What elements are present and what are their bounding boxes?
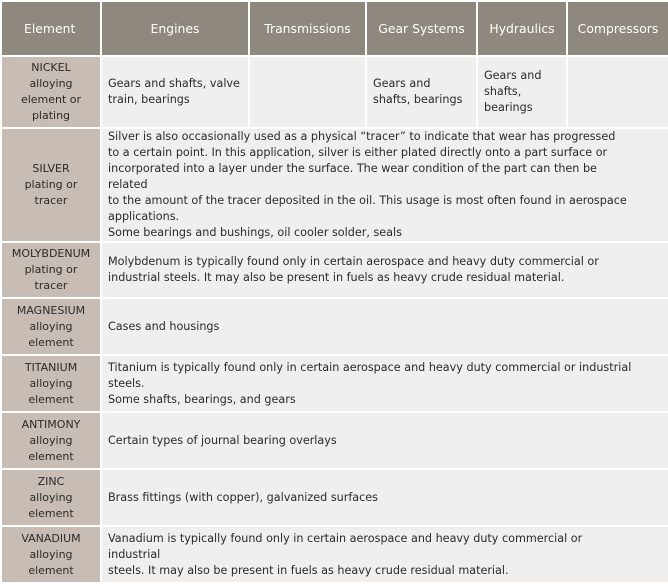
element-name: NICKEL	[31, 61, 71, 74]
element-name: ANTIMONY	[21, 417, 81, 431]
description-line: Certain types of journal bearing overlays	[108, 433, 337, 447]
hydraulics-cell	[477, 56, 567, 128]
cell-text: Gears and shafts, valve	[108, 77, 240, 90]
element-role: alloying	[29, 490, 73, 504]
cell-text: Gears and	[484, 69, 542, 82]
element-role: element	[28, 392, 74, 406]
header-engines: Engines	[101, 1, 249, 56]
element-role: element	[28, 563, 74, 577]
description-line: steels. It may also be present in fuels as heavy crude residual material.	[108, 563, 509, 577]
table-row-vanadium	[1, 526, 668, 583]
element-role: alloying	[29, 376, 73, 390]
cell-text: shafts, bearings	[373, 93, 463, 106]
element-role: plating	[31, 109, 71, 122]
header-gear-systems: Gear Systems	[366, 1, 477, 56]
element-name: MAGNESIUM	[16, 303, 86, 317]
description-line: Vanadium is typically found only in certain aerospace and heavy duty commercial or industrial	[108, 531, 583, 561]
description-cell	[101, 526, 668, 583]
engines-cell	[101, 56, 249, 128]
element-cell	[1, 526, 101, 583]
element-name: VANADIUM	[21, 531, 81, 545]
element-role: element	[28, 449, 74, 463]
cell-text: bearings	[484, 101, 533, 114]
description-line: incorporated into a layer under the surface. The wear condition of the part can then be related	[108, 162, 597, 191]
description-line: to the amount of the tracer deposited in the oil. This usage is most often found in aerospace	[108, 194, 627, 207]
element-cell	[1, 355, 101, 412]
description-cell	[101, 355, 668, 412]
cell-text: train, bearings	[108, 93, 190, 106]
description-line: Some bearings and bushings, oil cooler solder, seals	[108, 226, 402, 239]
header-element: Element	[1, 1, 101, 56]
element-role: element	[28, 335, 74, 349]
table-row-antimony	[1, 412, 668, 469]
table-row-molybdenum	[1, 242, 668, 298]
description-line: Some shafts, bearings, and gears	[108, 392, 296, 406]
table-row-magnesium	[1, 298, 668, 355]
element-role: alloying	[29, 433, 73, 447]
header-hydraulics: Hydraulics	[477, 1, 567, 56]
element-role: element or	[20, 93, 82, 106]
table-row-nickel	[1, 56, 668, 128]
header-transmissions: Transmissions	[249, 1, 366, 56]
element-role: alloying	[29, 77, 73, 90]
description-line: Cases and housings	[108, 319, 220, 333]
element-role: alloying	[29, 547, 73, 561]
table-row-silver	[1, 128, 668, 242]
element-name: MOLYBDENUM	[11, 247, 91, 260]
description-cell	[101, 128, 668, 242]
element-role: alloying	[29, 319, 73, 333]
transmissions-cell	[249, 56, 366, 128]
description-line: industrial steels. It may also be present in fuels as heavy crude residual material.	[108, 271, 565, 284]
compressors-cell	[567, 56, 668, 128]
element-name: SILVER	[32, 162, 70, 175]
element-role: tracer	[34, 194, 68, 207]
description-line: steels.	[108, 376, 145, 390]
description-cell	[101, 298, 668, 355]
description-line: Silver is also occasionally used as a physical “tracer” to indicate that wear has progressed	[108, 130, 616, 143]
element-cell	[1, 412, 101, 469]
header-compressors: Compressors	[567, 1, 668, 56]
element-role: element	[28, 506, 74, 520]
element-cell	[1, 298, 101, 355]
description-line: Titanium is typically found only in certain aerospace and heavy duty commercial or industrial	[108, 360, 632, 374]
element-name: ZINC	[37, 474, 65, 488]
header-row	[1, 1, 668, 56]
element-cell	[1, 56, 101, 128]
element-role: plating or	[24, 178, 78, 191]
description-cell	[101, 412, 668, 469]
description-line: Molybdenum is typically found only in certain aerospace and heavy duty commercial or	[108, 255, 599, 268]
table-row-titanium	[1, 355, 668, 412]
cell-text: shafts,	[484, 85, 522, 98]
description-cell	[101, 469, 668, 526]
element-name: TITANIUM	[24, 360, 78, 374]
description-cell	[101, 242, 668, 298]
description-line: Brass fittings (with copper), galvanized surfaces	[108, 490, 378, 504]
description-line: applications.	[108, 210, 180, 223]
gear-systems-cell	[366, 56, 477, 128]
element-role: plating or	[24, 263, 78, 276]
description-line: to a certain point. In this application, silver is either plated directly onto a part surface or	[108, 146, 608, 159]
element-cell	[1, 128, 101, 242]
cell-text: Gears and	[373, 77, 431, 90]
element-cell	[1, 242, 101, 298]
element-cell	[1, 469, 101, 526]
element-role: tracer	[34, 279, 68, 292]
table-row-zinc	[1, 469, 668, 526]
